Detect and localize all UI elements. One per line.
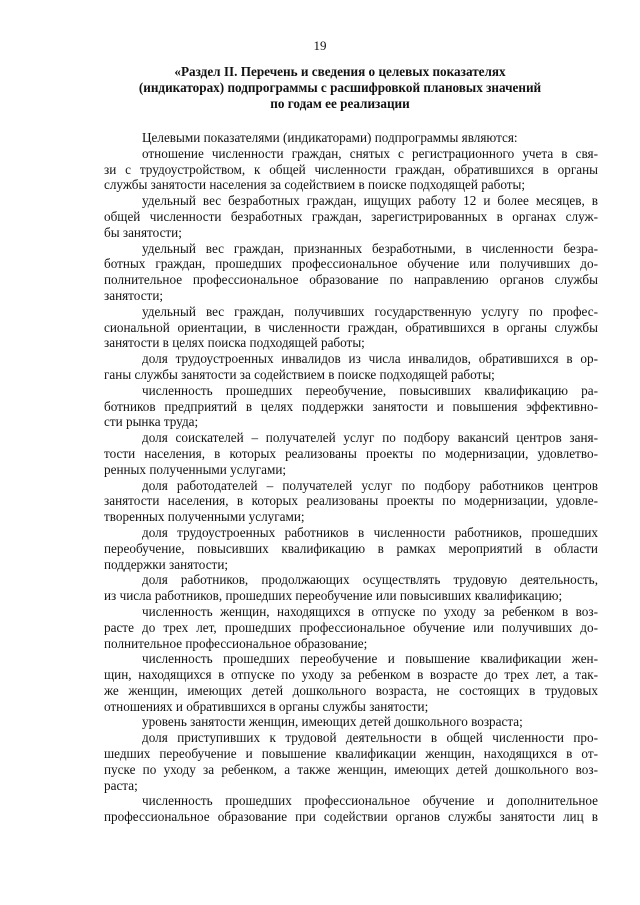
paragraph bbox=[104, 793, 598, 825]
text-line: численность прошедших профессиональное обучение и дополнительное bbox=[142, 793, 598, 809]
text-line: Целевыми показателями (индикаторами) подпрограммы являются: bbox=[142, 130, 518, 145]
heading-line: по годам ее реализации bbox=[270, 96, 410, 111]
paragraph bbox=[104, 525, 598, 572]
text-line: же женщин, имеющих детей дошкольного возраста, не состоящих в трудовых bbox=[104, 682, 598, 698]
text-line: общей численности безработных граждан, зарегистрированных в органах служ- bbox=[104, 208, 598, 224]
text-line: творенных полученными услугами; bbox=[104, 509, 305, 525]
text-line: удельный вес граждан, признанных безработными, в численности безра- bbox=[142, 240, 598, 256]
text-line: бы занятости; bbox=[104, 224, 182, 240]
paragraph bbox=[104, 730, 598, 793]
document-body bbox=[104, 130, 598, 825]
text-line: ганы службы занятости за содействием в поиске подходящей работы; bbox=[104, 366, 495, 382]
paragraph bbox=[104, 241, 598, 304]
text-line: уровень занятости женщин, имеющих детей дошкольного возраста; bbox=[142, 714, 523, 730]
paragraph bbox=[104, 351, 598, 383]
text-line: доля работников, продолжающих осуществлять трудовую деятельность, bbox=[142, 572, 598, 588]
page-number: 19 bbox=[313, 38, 327, 53]
text-line: переобучение, повысивших квалификацию в рамках мероприятий в области bbox=[104, 540, 598, 556]
text-line: доля приступивших к трудовой деятельности в общей численности про- bbox=[142, 730, 598, 746]
text-line: зи с трудоустройством, к общей численности граждан, обратившихся в органы bbox=[104, 161, 598, 177]
text-line: отношение численности граждан, снятых с регистрационного учета в свя- bbox=[142, 145, 598, 161]
text-line: щин, находящихся в отпуске по уходу за ребенком в возрасте до трех лет, а так- bbox=[104, 667, 598, 683]
text-line: удельный вес безработных граждан, ищущих работу 12 и более месяцев, в bbox=[142, 193, 598, 209]
text-line: доля трудоустроенных работников в численности работников, прошедших bbox=[142, 524, 598, 540]
paragraph bbox=[104, 572, 598, 604]
text-line: численность прошедших переобучение, повысивших квалификацию ра- bbox=[142, 382, 598, 398]
paragraph bbox=[104, 478, 598, 525]
text-line: ботников предприятий в целях поддержки занятости и повышения эффективно- bbox=[104, 398, 598, 414]
text-line: сиональной ориентации, в численности граждан, обратившихся в органы службы bbox=[104, 319, 598, 335]
text-line: численность женщин, находящихся в отпуске по уходу за ребенком в воз- bbox=[142, 603, 598, 619]
text-line: расте до трех лет, прошедших профессиональное обучение или получивших до- bbox=[104, 619, 598, 635]
text-line: доля трудоустроенных инвалидов из числа инвалидов, обратившихся в ор- bbox=[142, 351, 598, 367]
text-line: полнительное профессиональное образование по направлению органов службы bbox=[104, 272, 598, 288]
text-line: удельный вес граждан, получивших государственную услугу по профес- bbox=[142, 303, 598, 319]
text-line: ботных граждан, прошедших профессиональное обучение или получивших до- bbox=[104, 256, 598, 272]
paragraph bbox=[104, 130, 598, 146]
paragraph bbox=[104, 193, 598, 240]
text-line: из числа работников, прошедших переобучение или повысивших квалификацию; bbox=[104, 588, 563, 604]
text-line: поддержки занятости; bbox=[104, 556, 229, 572]
paragraph bbox=[104, 383, 598, 430]
text-line: шедших переобучение и повышение квалификации женщин, находящихся в от- bbox=[104, 746, 598, 762]
text-line: занятости населения, в которых реализованы проекты по модернизации, удовле- bbox=[104, 493, 598, 509]
paragraph bbox=[104, 604, 598, 651]
text-line: доля соискателей – получателей услуг по подбору вакансий центров заня- bbox=[142, 430, 598, 446]
text-line: занятости; bbox=[104, 287, 164, 303]
text-line: отношениях и обратившихся в органы службы занятости; bbox=[104, 698, 429, 714]
text-line: профессиональное образование при содействии органов службы занятости лиц в bbox=[104, 809, 598, 825]
text-line: сти рынка труда; bbox=[104, 414, 199, 430]
heading-line: «Раздел II. Перечень и сведения о целевых показателях bbox=[174, 64, 506, 79]
paragraph bbox=[104, 304, 598, 351]
paragraph bbox=[104, 146, 598, 193]
paragraph bbox=[104, 430, 598, 477]
text-line: тости населения, в которых реализованы проекты по модернизации, удовлетво- bbox=[104, 445, 598, 461]
text-line: службы занятости населения за содействием в поиске подходящей работы; bbox=[104, 177, 526, 193]
paragraph bbox=[104, 651, 598, 714]
heading-line: (индикаторах) подпрограммы с расшифровкой плановых значений bbox=[138, 80, 542, 95]
text-line: ренных полученными услугами; bbox=[104, 461, 287, 477]
text-line: пуске по уходу за ребенком, а также женщин, имеющих детей дошкольного воз- bbox=[104, 761, 598, 777]
text-line: занятости в целях поиска подходящей работы; bbox=[104, 335, 365, 351]
text-line: полнительное профессиональное образование; bbox=[104, 635, 368, 651]
text-line: раста; bbox=[104, 777, 138, 793]
text-line: численность прошедших переобучение и повышение квалификации жен- bbox=[142, 651, 598, 667]
paragraph bbox=[104, 714, 598, 730]
section-heading bbox=[100, 64, 580, 112]
text-line: доля работодателей – получателей услуг по подбору работников центров bbox=[142, 477, 598, 493]
